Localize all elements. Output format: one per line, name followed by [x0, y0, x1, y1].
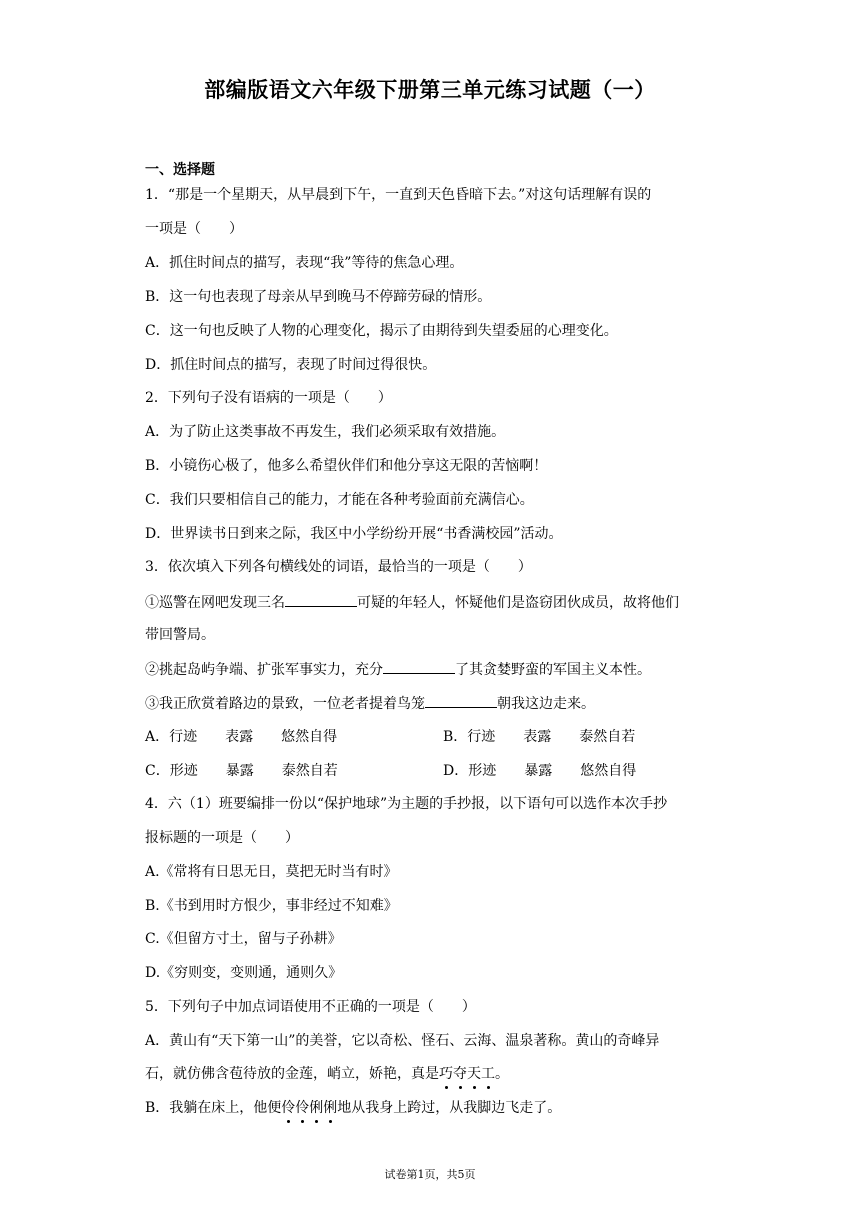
q5-option-a-line2 [145, 1064, 509, 1084]
dotted-phrase-ling-ling-li-li [281, 1100, 337, 1116]
q3-blank-3 [425, 693, 497, 708]
q4-option-a: A.《常将有日思无日，莫把无时当有时》 [145, 864, 398, 880]
q3-s2-part-b: 了其贪婪野蛮的军国主义本性。 [455, 662, 651, 678]
dotted-char: 伶 [295, 1100, 310, 1116]
q3-option-b: B．行迹 表露 泰然自若 [443, 729, 636, 745]
dotted-phrase-qiao-duo-tian-gong [439, 1066, 495, 1082]
q2-option-c: C．我们只要相信自己的能力，才能在各种考验面前充满信心。 [145, 492, 534, 508]
q3-blank-2 [383, 659, 455, 674]
q3-sentence-1-cont: 带回警局。 [145, 627, 215, 643]
q3-sentence-3 [145, 693, 595, 714]
q3-s1-part-a: ①巡警在网吧发现三名 [145, 595, 285, 611]
q5-a-end: 。 [495, 1066, 509, 1082]
q1-stem-line1: 1．“那是一个星期天，从早晨到下午，一直到天色昏暗下去。”对这句话理解有误的 [145, 187, 652, 203]
q1-option-d: D．抓住时间点的描写，表现了时间过得很快。 [145, 357, 437, 373]
q3-option-a: A．行迹 表露 悠然自得 [145, 729, 338, 745]
dotted-char: 天 [467, 1066, 481, 1082]
dotted-char: 工 [481, 1066, 495, 1082]
q3-s3-part-a: ③我正欣赏着路边的景致，一位老者提着鸟笼 [145, 696, 425, 712]
q4-stem-line2: 报标题的一项是（ ） [145, 830, 299, 846]
q3-s2-part-a: ②挑起岛屿争端、扩张军事实力，充分 [145, 662, 383, 678]
q2-option-a: A．为了防止这类事故不再发生，我们必须采取有效措施。 [145, 424, 506, 440]
q3-stem: 3．依次填入下列各句横线处的词语，最恰当的一项是（ ） [145, 559, 532, 575]
dotted-char: 巧 [439, 1066, 453, 1082]
q1-stem-line2: 一项是（ ） [145, 221, 243, 237]
q2-stem: 2．下列句子没有语病的一项是（ ） [145, 390, 392, 406]
q3-option-d: D．形迹 暴露 悠然自得 [443, 763, 637, 779]
q1-option-a: A．抓住时间点的描写，表现“我”等待的焦急心理。 [145, 255, 464, 271]
dotted-char: 伶 [281, 1100, 296, 1116]
q4-option-c: C.《但留方寸土，留与子孙耕》 [145, 931, 342, 947]
q3-sentence-1 [145, 592, 679, 613]
q2-option-b: B．小镜伤心极了，他多么希望伙伴们和他分享这无限的苦恼啊！ [145, 458, 548, 474]
q3-s3-part-b: 朝我这边走来。 [497, 696, 595, 712]
q5-stem: 5．下列句子中加点词语使用不正确的一项是（ ） [145, 999, 476, 1015]
q2-option-d: D．世界读书日到来之际，我区中小学纷纷开展“书香满校园”活动。 [145, 526, 563, 542]
q3-sentence-2 [145, 659, 651, 680]
q1-option-b: B．这一句也表现了母亲从早到晚马不停蹄劳碌的情形。 [145, 289, 492, 305]
q3-option-c: C．形迹 暴露 泰然自若 [145, 763, 338, 779]
page-title: 部编版语文六年级下册第三单元练习试题（一） [204, 78, 656, 102]
q5-option-a-line1: A．黄山有“天下第一山”的美誉，它以奇松、怪石、云海、温泉著称。黄山的奇峰异 [145, 1033, 660, 1049]
q3-s1-part-b: 可疑的年轻人，怀疑他们是盗窃团伙成员，故将他们 [357, 595, 679, 611]
q3-blank-1 [285, 592, 357, 607]
q1-option-c: C．这一句也反映了人物的心理变化，揭示了由期待到失望委屈的心理变化。 [145, 323, 618, 339]
q5-b-text-a: B．我躺在床上，他便 [145, 1100, 282, 1116]
q5-a-text: 石，就仿佛含苞待放的金莲，峭立，娇艳，真是 [145, 1066, 439, 1082]
dotted-char: 俐 [323, 1100, 338, 1116]
q4-option-b: B.《书到用时方恨少，事非经过不知难》 [145, 898, 398, 914]
q4-option-d: D.《穷则变，变则通，通则久》 [145, 965, 343, 981]
page-footer: 试卷第1页，共5页 [384, 1168, 476, 1181]
dotted-char: 夺 [453, 1066, 467, 1082]
dotted-char: 俐 [309, 1100, 324, 1116]
section-heading: 一、选择题 [145, 162, 215, 178]
q4-stem-line1: 4．六（1）班要编排一份以“保护地球”为主题的手抄报，以下语句可以选作本次手抄 [145, 796, 668, 812]
q5-b-text-b: 地从我身上跨过，从我脚边飞走了。 [337, 1100, 562, 1116]
q5-option-b [145, 1098, 561, 1118]
